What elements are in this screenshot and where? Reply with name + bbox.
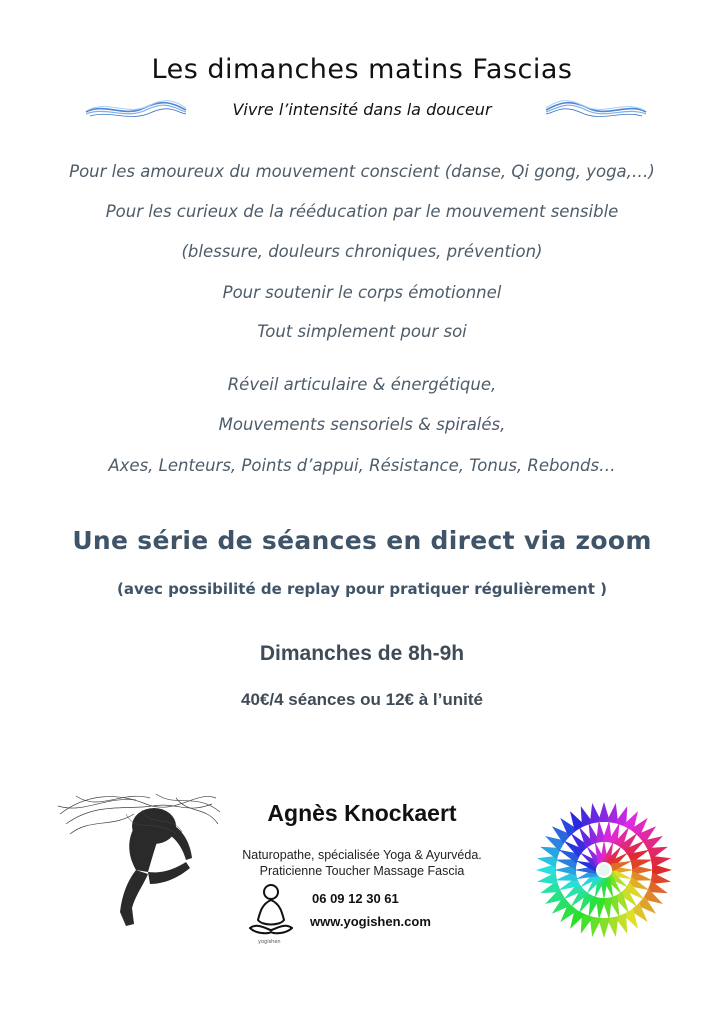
website-link[interactable]: www.yogishen.com — [310, 914, 431, 929]
replay-note: (avec possibilité de replay pour pratiquer régulièrement ) — [117, 580, 607, 598]
page-subtitle: Vivre l’intensité dans la douceur — [232, 100, 492, 119]
intro-line: Pour les curieux de la rééducation par le mouvement sensible — [105, 202, 619, 221]
movement-line: Axes, Lenteurs, Points d’appui, Résistance, Tonus, Rebonds… — [108, 456, 616, 475]
movement-line: Réveil articulaire & énergétique, — [227, 375, 497, 394]
practitioner-description: Praticienne Toucher Massage Fascia — [259, 864, 465, 878]
wave-right-icon — [544, 98, 648, 122]
pricing-text: 40€/4 séances ou 12€ à l’unité — [241, 690, 483, 709]
practitioner-description: Naturopathe, spécialisée Yoga & Ayurvéda. — [242, 848, 482, 862]
phone-number[interactable]: 06 09 12 30 61 — [312, 891, 399, 906]
practitioner-name: Agnès Knockaert — [267, 800, 457, 826]
logo-caption: yogishen — [258, 939, 281, 945]
intro-line: Pour soutenir le corps émotionnel — [222, 283, 502, 302]
movement-line: Mouvements sensoriels & spiralés, — [218, 415, 506, 434]
schedule-text: Dimanches de 8h-9h — [259, 642, 465, 665]
zoom-headline: Une série de séances en direct via zoom — [72, 526, 652, 555]
rainbow-mandala-icon — [534, 800, 674, 940]
intro-line: Tout simplement pour soi — [257, 322, 467, 341]
intro-line: Pour les amoureux du mouvement conscient (danse, Qi gong, yoga,…) — [69, 162, 655, 181]
mandala-petal — [650, 856, 671, 868]
intro-line: (blessure, douleurs chroniques, prévention) — [181, 242, 543, 261]
meditating-figure-icon — [244, 882, 298, 942]
page-title: Les dimanches matins Fascias — [151, 54, 573, 85]
